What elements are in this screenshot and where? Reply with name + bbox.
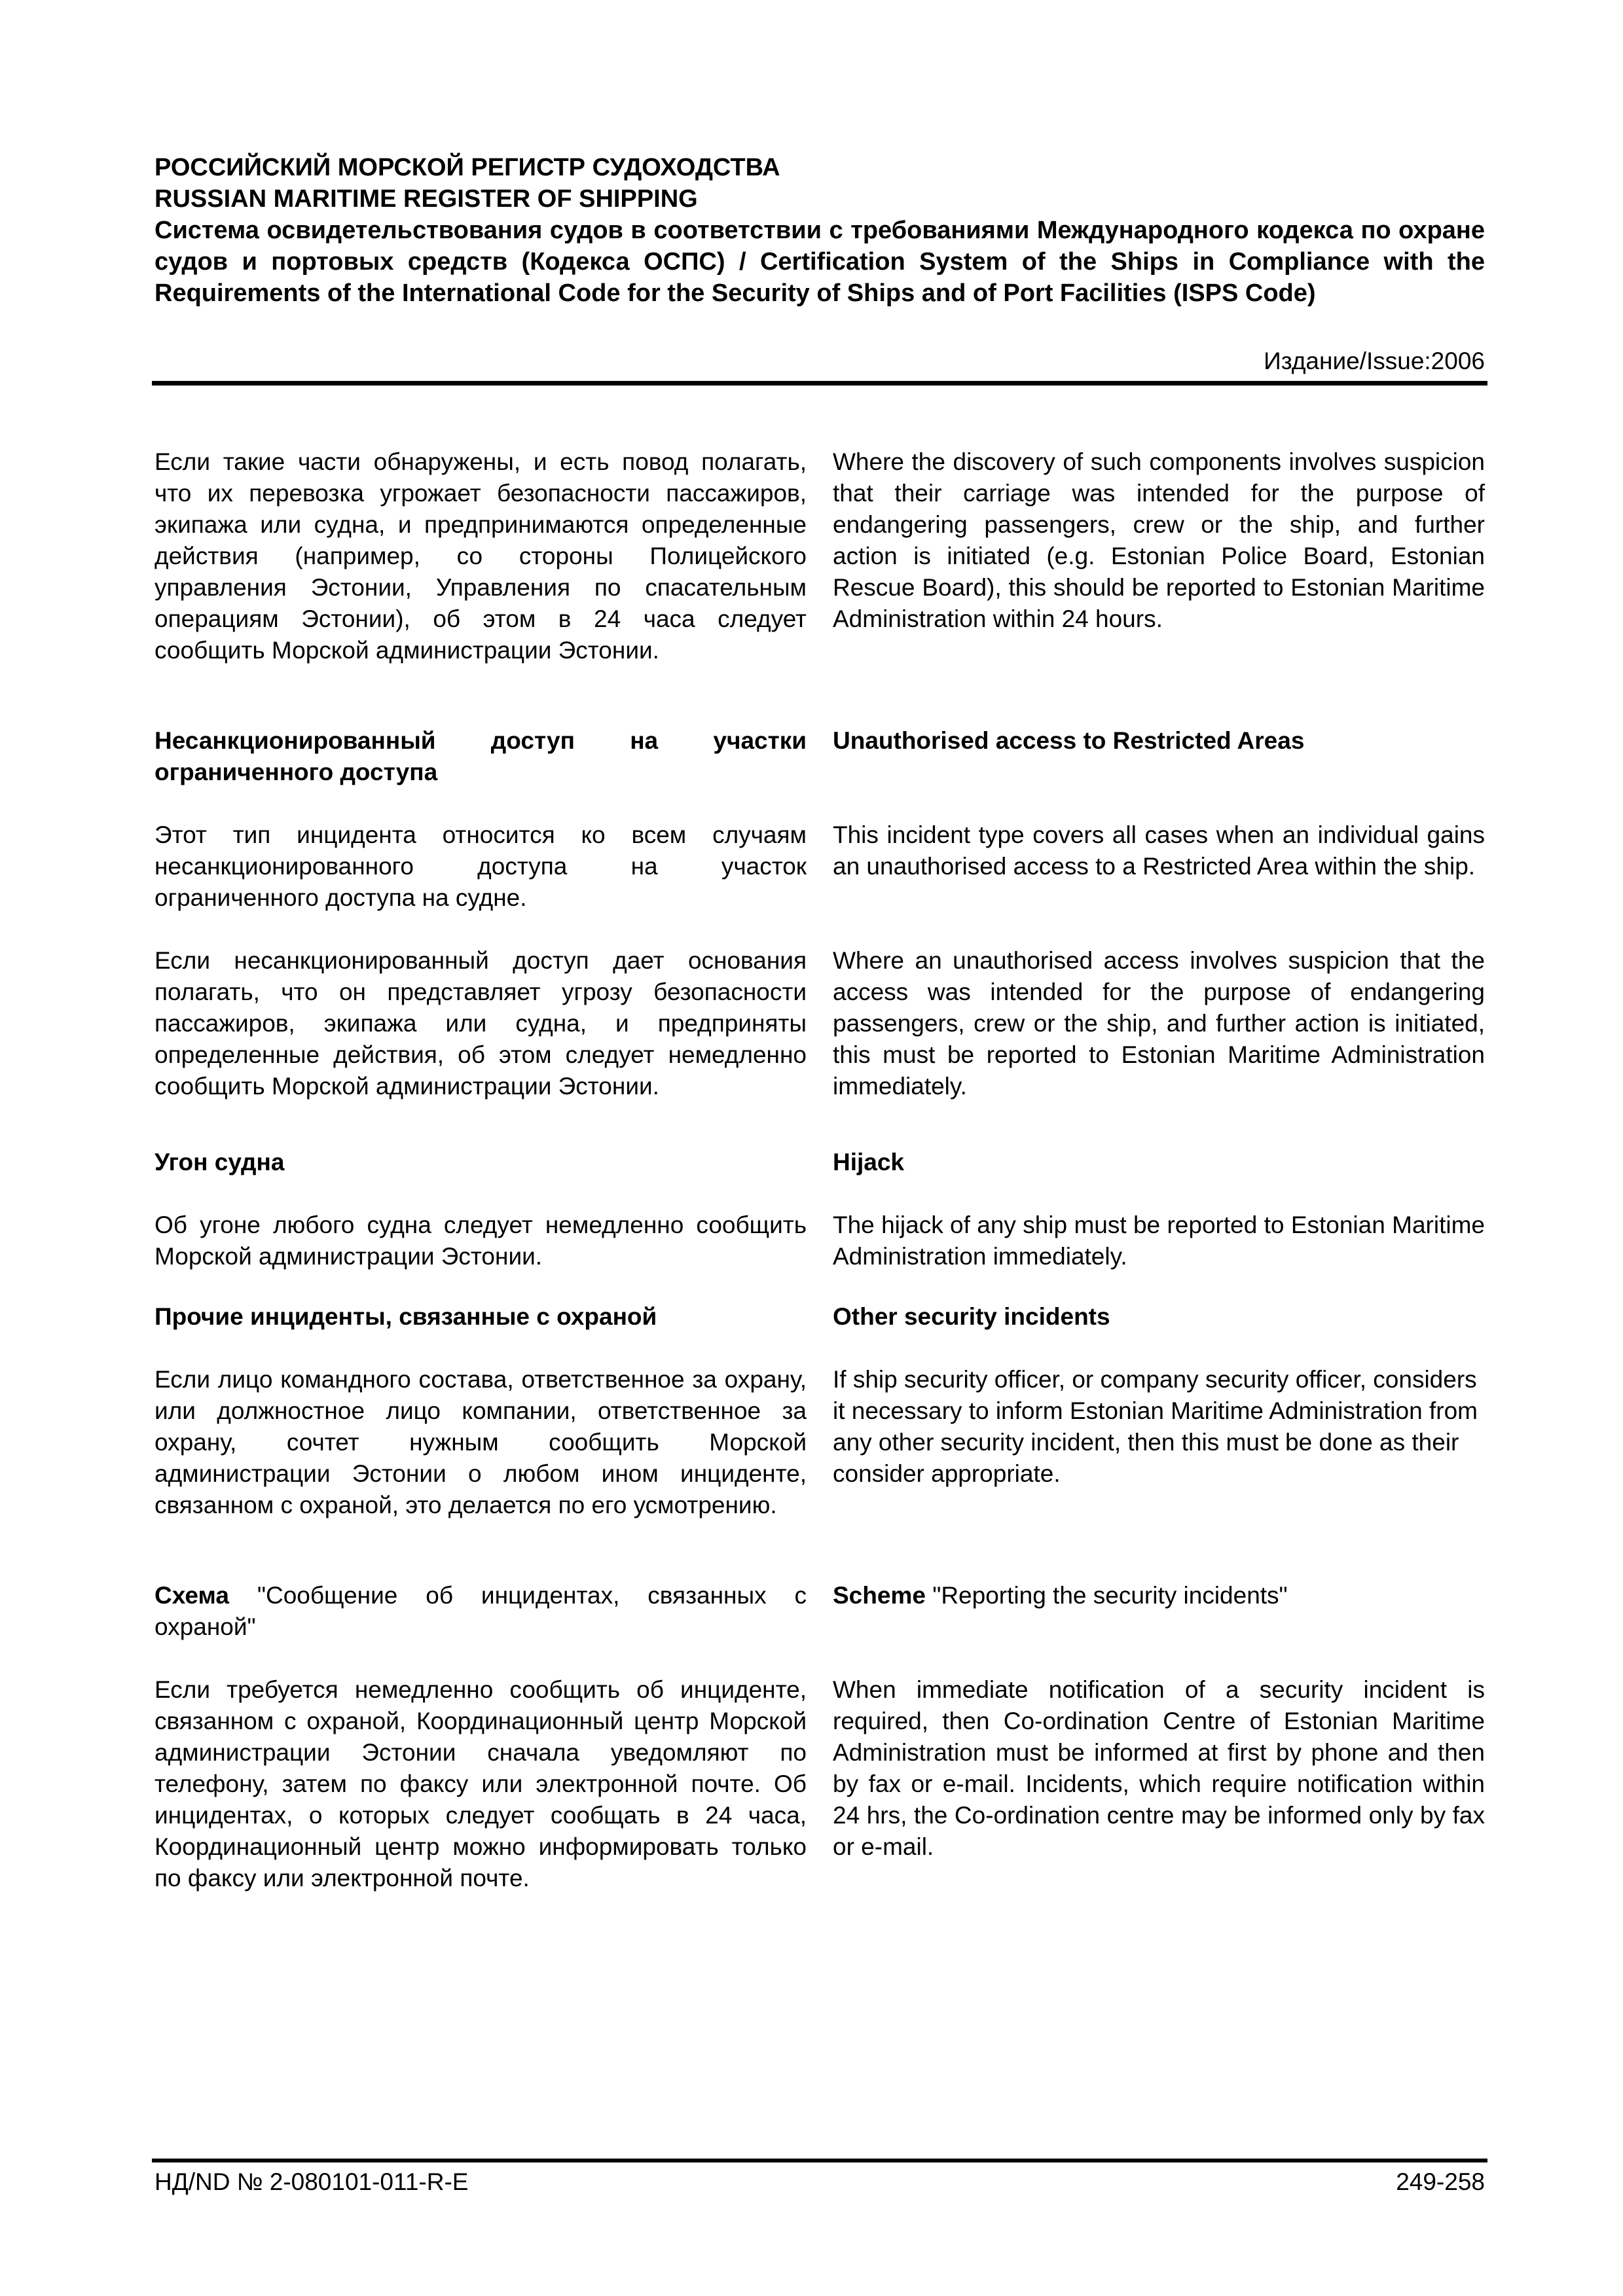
en-heading-hijack: Hijack (833, 1149, 905, 1175)
ru-heading-other-incidents: Прочие инциденты, связанные с охраной (155, 1303, 657, 1330)
en-paragraph-4: The hijack of any ship must be reported to Estonian Maritime Administration immediately. (833, 1211, 1485, 1270)
english-column (833, 0, 1485, 2160)
ru-paragraph-5: Если лицо командного состава, ответственное за охрану, или должностное лицо компании, ответственное за охрану, сочтет нужным сообщить Морской администрации Эстонии о любом ином инциденте, связанном с охраной, это делается по его усмотрению. (155, 1366, 807, 1518)
ru-heading-hijack: Угон судна (155, 1149, 285, 1175)
en-paragraph-6: When immediate notification of a security incident is required, then Co-ordination Centre of Estonian Maritime Administration must be informed at first by phone and then by fax or e-mail. Incidents, which require notification within 24 hrs, the Co-ordination centre may be informed only by fax or e-mail. (833, 1676, 1485, 1860)
ru-paragraph-4: Об угоне любого судна следует немедленно сообщить Морской администрации Эстонии. (155, 1211, 807, 1270)
en-paragraph-2: This incident type covers all cases when an individual gains an unauthorised access to a Restricted Area within the ship. (833, 821, 1485, 880)
document-number: НД/ND № 2-080101-011-R-E (155, 2168, 469, 2195)
en-paragraph-1: Where the discovery of such components involves suspicion that their carriage was intended for the purpose of endangering passengers, crew or the ship, and further action is initiated (e.g. Estonian Police Board, Estonian Rescue Board), this should be reported to Estonian Maritime Administration within 24 hours. (833, 448, 1485, 632)
document-title: Система освидетельствования судов в соответствии с требованиями Международного кодекса по охране судов и портовых средств (Кодекса ОСПС) / Certification System of the Ships in Compliance with the Requirements of the International Code for the Security of Ships and of Port Facilities (ISPS Code) (155, 217, 1485, 307)
ru-scheme-line (155, 1580, 807, 1643)
en-scheme-text: "Reporting the security incidents" (925, 1582, 1288, 1609)
page-range: 249-258 (1396, 2168, 1485, 2195)
en-scheme-line (833, 1580, 1485, 1611)
en-scheme-bold: Scheme (833, 1582, 926, 1609)
ru-heading-unauthorised-access: Несанкционированный доступ на участки ограниченного доступа (155, 727, 807, 785)
register-name-ru: РОССИЙСКИЙ МОРСКОЙ РЕГИСТР СУДОХОДСТВА (155, 154, 780, 181)
en-paragraph-5: If ship security officer, or company security officer, considers it necessary to inform Estonian Maritime Administration from any other security incident, then this must be done as their consider appropriate. (833, 1366, 1478, 1487)
en-paragraph-3: Where an unauthorised access involves suspicion that the access was intended for the purpose of endangering passengers, crew or the ship, and further action is initiated, this must be reported to Estonian Maritime Administration immediately. (833, 947, 1485, 1100)
russian-column (155, 0, 807, 2160)
ru-paragraph-3: Если несанкционированный доступ дает основания полагать, что он представляет угрозу безопасности пассажиров, экипажа или судна, и предприняты определенные действия, об этом следует немедленно сообщить Морской администрации Эстонии. (155, 947, 807, 1100)
en-heading-other-incidents: Other security incidents (833, 1303, 1110, 1330)
en-heading-unauthorised-access: Unauthorised access to Restricted Areas (833, 727, 1305, 754)
ru-paragraph-6: Если требуется немедленно сообщить об инциденте, связанном с охраной, Координационный центр Морской администрации Эстонии сначала уведомляют по телефону, затем по факсу или электронной почте. Об инцидентах, о которых следует сообщать в 24 часа, Координационный центр можно информировать только по факсу или электронной почте. (155, 1676, 807, 1892)
ru-paragraph-1: Если такие части обнаружены, и есть повод полагать, что их перевозка угрожает безопасности пассажиров, экипажа или судна, и предпринимаются определенные действия (например, со стороны Полицейского управления Эстонии, Управления по спасательным операциям Эстонии), об этом в 24 часа следует сообщить Морской администрации Эстонии. (155, 448, 807, 664)
footer-divider (152, 2159, 1487, 2162)
issue-label: Издание/Issue:2006 (1264, 348, 1485, 374)
ru-scheme-text: "Сообщение об инцидентах, связанных с охраной" (155, 1582, 807, 1640)
register-name-en: RUSSIAN MARITIME REGISTER OF SHIPPING (155, 185, 698, 213)
ru-scheme-bold: Схема (155, 1582, 229, 1609)
ru-paragraph-2: Этот тип инцидента относится ко всем случаям несанкционированного доступа на участок ограниченного доступа на судне. (155, 821, 807, 911)
